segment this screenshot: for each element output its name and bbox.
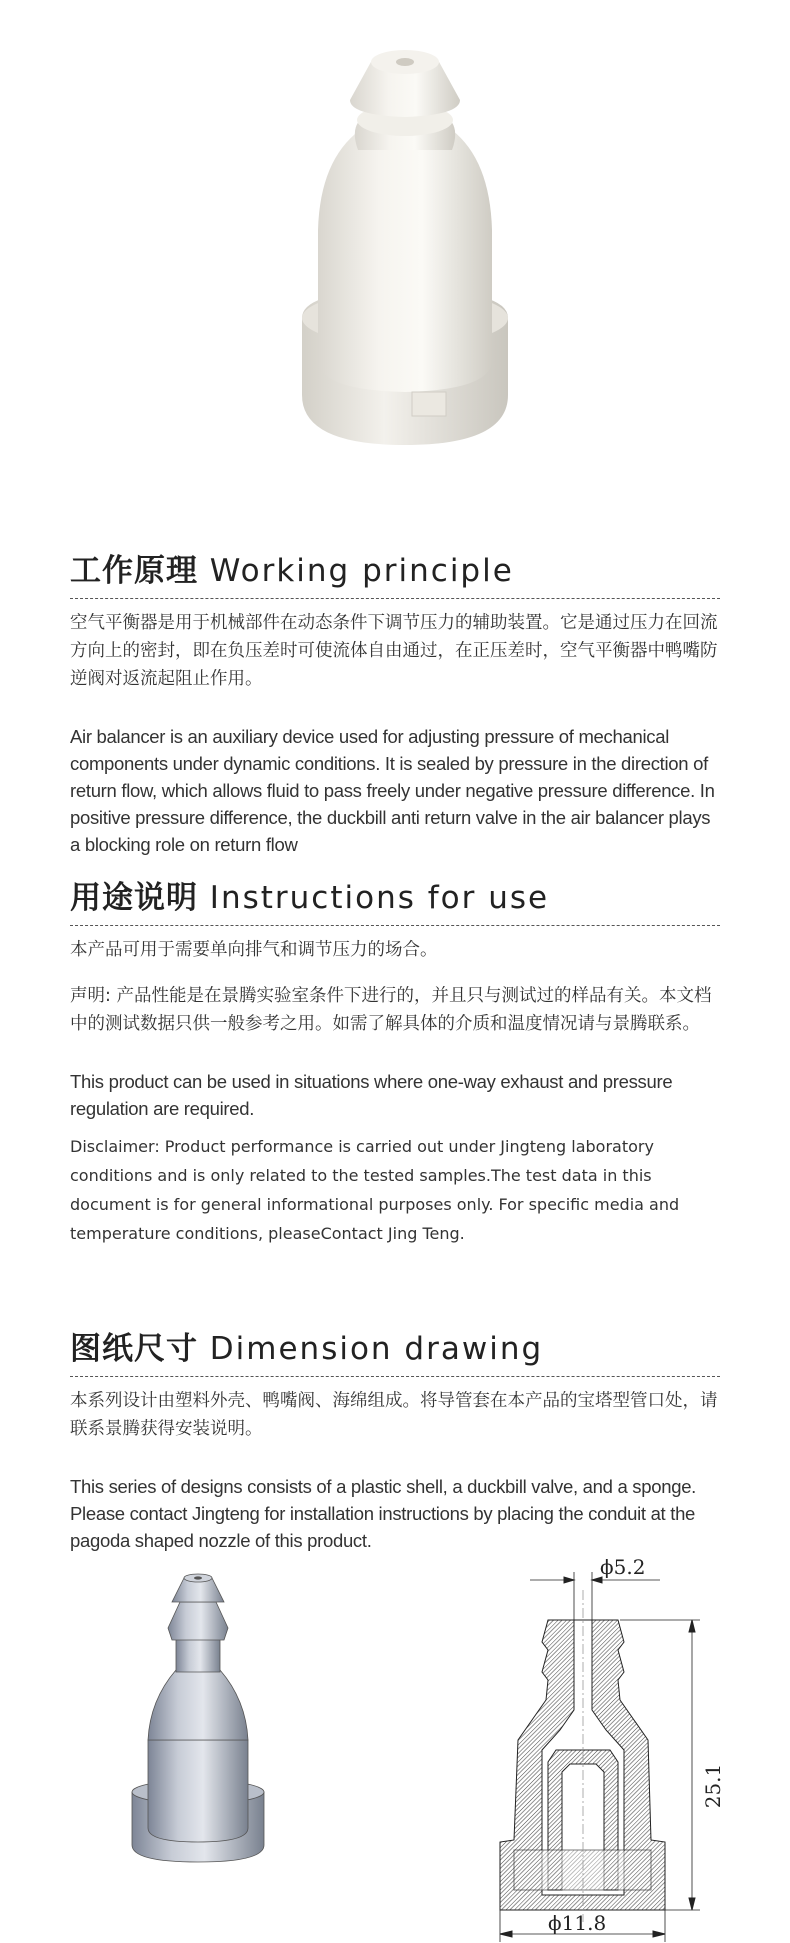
product-photo bbox=[0, 0, 790, 540]
heading-divider bbox=[70, 598, 720, 599]
cad-render bbox=[132, 1574, 264, 1862]
usage-disclaimer-cn: 声明: 产品性能是在景腾实验室条件下进行的，并且只与测试过的样品有关。本文档中的测试数据只供一般参考之用。如需了解具体的介质和温度情况请与景腾联系。 bbox=[70, 986, 712, 1034]
instructions-heading: 用途说明 Instructions for use bbox=[70, 880, 550, 916]
heading-divider bbox=[70, 925, 720, 926]
section-drawing bbox=[500, 1572, 700, 1942]
instructions-section bbox=[70, 872, 720, 1248]
working-principle-heading: 工作原理 Working principle bbox=[70, 553, 514, 589]
usage-disclaimer-en: Disclaimer: Product performance is carried out under Jingteng laboratory conditions and is only related to the tested samples.The test data in this document is for general informational purposes only. For specific media and temperature conditions, pleaseContact Jing Teng. bbox=[70, 1137, 680, 1243]
working-text-cn: 空气平衡器是用于机械部件在动态条件下调节压力的辅助装置。它是通过压力在回流方向上的密封，即在负压差时可使流体自由通过，在正压差时，空气平衡器中鸭嘴防逆阀对返流起阻止作用。 bbox=[70, 613, 718, 689]
dim-top-label: ϕ5.2 bbox=[600, 1555, 646, 1579]
usage-text-cn: 本产品可用于需要单向排气和调节压力的场合。 bbox=[70, 940, 438, 960]
dimension-section bbox=[70, 1323, 720, 1554]
working-text-en: Air balancer is an auxiliary device used for adjusting pressure of mechanical components under dynamic conditions. It is sealed by pressure in the direction of return flow, which allows fluid to pass freely under negative pressure difference. In positive pressure difference, the duckbill anti return valve in the air balancer plays a blocking role on return flow bbox=[70, 726, 715, 855]
dimension-heading: 图纸尺寸 Dimension drawing bbox=[70, 1331, 544, 1367]
dim-height-label: 25.1 bbox=[701, 1763, 725, 1809]
drawings-area bbox=[0, 1550, 790, 1943]
dimension-text-en: This series of designs consists of a plastic shell, a duckbill valve, and a sponge. Please contact Jingteng for installation instructions by placing the conduit at the pagoda shaped nozzle of this product. bbox=[70, 1476, 697, 1551]
working-principle-section bbox=[70, 545, 720, 858]
heading-divider bbox=[70, 1376, 720, 1377]
dim-bottom-label: ϕ11.8 bbox=[548, 1911, 607, 1935]
dimension-text-cn: 本系列设计由塑料外壳、鸭嘴阀、海绵组成。将导管套在本产品的宝塔型管口处，请联系景腾获得安装说明。 bbox=[70, 1391, 718, 1439]
usage-text-en: This product can be used in situations where one-way exhaust and pressure regulation are required. bbox=[70, 1071, 673, 1119]
